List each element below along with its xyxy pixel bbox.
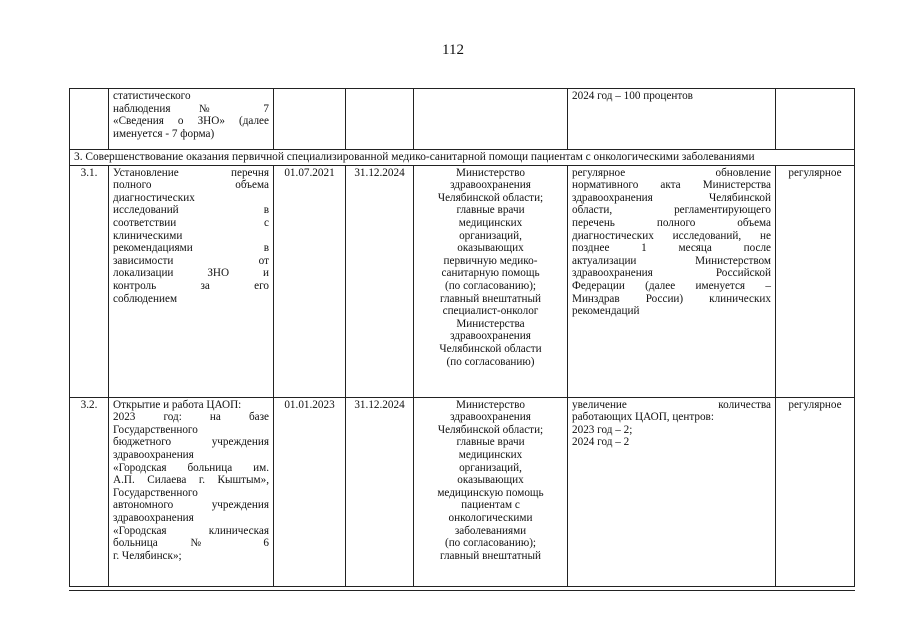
title-line: зависимости от <box>113 254 269 267</box>
result-line: здравоохранения Российской <box>572 267 771 280</box>
title-line: наблюдения № 7 <box>113 102 269 115</box>
executor-line: здравоохранения <box>450 179 531 192</box>
title-line: Открытие и работа ЦАОП: <box>113 398 242 411</box>
row-number: 3.1. <box>70 165 109 397</box>
title-line: больница № 6 <box>113 537 269 550</box>
cell-executor <box>414 165 568 397</box>
section-header-row <box>70 150 855 166</box>
result-line: Минздрав России) клинических <box>572 292 771 305</box>
title-line: локализации ЗНО и <box>113 267 269 280</box>
title-line: г. Челябинск»; <box>113 549 182 562</box>
executor-line: Челябинской области; <box>437 191 544 204</box>
cell-result: 2024 год – 100 процентов <box>568 89 776 150</box>
table-row-continuation <box>70 89 855 150</box>
title-line: рекомендациями в <box>113 242 269 255</box>
cell-title <box>109 397 274 586</box>
title-line: статистического <box>113 90 191 102</box>
title-line: автономного учреждения <box>113 499 269 512</box>
row-number: 3.2. <box>70 397 109 586</box>
title-line: соответствии с <box>113 216 269 229</box>
result-line: позднее 1 месяца после <box>572 242 771 255</box>
title-line: «Городская клиническая <box>113 524 269 537</box>
table-row-3-1 <box>70 165 855 397</box>
result-line: работающих ЦАОП, центров: <box>572 411 714 424</box>
title-line: А.П. Силаева г. Кыштым», <box>113 474 269 487</box>
cell-start <box>274 89 346 150</box>
start-date: 01.07.2021 <box>274 165 346 397</box>
executor-line: организаций, <box>459 461 522 474</box>
title-line: контроль за его <box>113 279 269 292</box>
executor-line: главные врачи <box>456 204 525 217</box>
result-line: 2023 год – 2; <box>572 423 633 436</box>
executor-line: (по согласованию); <box>444 279 537 292</box>
executor-line: главный внештатный <box>439 292 542 305</box>
title-line: Установление перечня <box>113 166 269 179</box>
title-line: диагностических <box>113 191 195 204</box>
result-line: Федерации (далее именуется – <box>572 279 771 292</box>
executor-line: здравоохранения <box>450 411 531 424</box>
executor-line: медицинских <box>458 216 523 229</box>
result-line: 2024 год – 2 <box>572 436 630 449</box>
table-bottom-border <box>69 590 855 591</box>
executor-line: здравоохранения <box>450 330 531 343</box>
periodicity: регулярное <box>776 165 855 397</box>
end-date: 31.12.2024 <box>346 397 414 586</box>
title-line: полного объема <box>113 179 269 192</box>
executor-line: (по согласованию); <box>444 537 537 550</box>
cell-result <box>568 165 776 397</box>
title-line: именуется - 7 форма) <box>113 127 215 140</box>
executor-line: Министерство <box>456 398 525 411</box>
executor-line: первичную медико- <box>443 254 538 267</box>
cell-result <box>568 397 776 586</box>
measures-table <box>69 88 855 587</box>
executor-line: онкологическими <box>448 511 533 524</box>
executor-line: медицинскую помощь <box>437 486 544 499</box>
title-line: клиническими <box>113 229 183 242</box>
executor-line: санитарную помощь <box>441 267 540 280</box>
cell-executor <box>414 89 568 150</box>
table-row-3-2 <box>70 397 855 586</box>
executor-line: главный внештатный <box>439 549 542 562</box>
executor-line: (по согласованию) <box>446 355 535 368</box>
cell-title <box>109 165 274 397</box>
title-line: «Городская больница им. <box>113 461 269 474</box>
result-line: увеличение количества <box>572 398 771 411</box>
cell-periodicity <box>776 89 855 150</box>
page-number: 112 <box>442 42 464 58</box>
executor-line: заболеваниями <box>454 524 527 537</box>
executor-line: пациентам с <box>461 499 520 512</box>
cell-end <box>346 89 414 150</box>
result-line: диагностических исследований, не <box>572 229 771 242</box>
executor-line: специалист-онколог <box>442 305 539 318</box>
result-line: области, регламентирующего <box>572 204 771 217</box>
periodicity: регулярное <box>776 397 855 586</box>
section-3-title: 3. Совершенствование оказания первичной специализированной медико-санитарной помощи пациентам с онкологическими заболеваниями <box>70 150 855 166</box>
title-line: здравоохранения <box>113 448 194 461</box>
title-line: бюджетного учреждения <box>113 436 269 449</box>
executor-line: организаций, <box>459 229 522 242</box>
title-line: 2023 год: на базе <box>113 411 269 424</box>
executor-line: Челябинской области <box>439 342 542 355</box>
cell-executor <box>414 397 568 586</box>
result-line: актуализации Министерством <box>572 254 771 267</box>
page-bottom-margin <box>0 591 906 640</box>
executor-line: Челябинской области; <box>437 423 544 436</box>
title-line: Государственного <box>113 423 198 436</box>
executor-line: Министерство <box>456 166 525 179</box>
end-date: 31.12.2024 <box>346 165 414 397</box>
result-line: перечень полного объема <box>572 216 771 229</box>
title-line: Государственного <box>113 486 198 499</box>
title-line: здравоохранения <box>113 511 194 524</box>
executor-line: оказывающих <box>457 242 524 255</box>
title-line: соблюдением <box>113 292 178 305</box>
result-line: здравоохранения Челябинской <box>572 191 771 204</box>
result-line: регулярное обновление <box>572 166 771 179</box>
start-date: 01.01.2023 <box>274 397 346 586</box>
executor-line: оказывающих <box>457 474 524 487</box>
title-line: «Сведения о ЗНО» (далее <box>113 115 269 128</box>
result-line: нормативного акта Министерства <box>572 179 771 192</box>
cell-num <box>70 89 109 150</box>
executor-line: медицинских <box>458 448 523 461</box>
executor-line: Министерства <box>456 317 525 330</box>
result-line: рекомендаций <box>572 305 640 318</box>
executor-line: главные врачи <box>456 436 525 449</box>
title-line: исследований в <box>113 204 269 217</box>
cell-title <box>109 89 274 150</box>
